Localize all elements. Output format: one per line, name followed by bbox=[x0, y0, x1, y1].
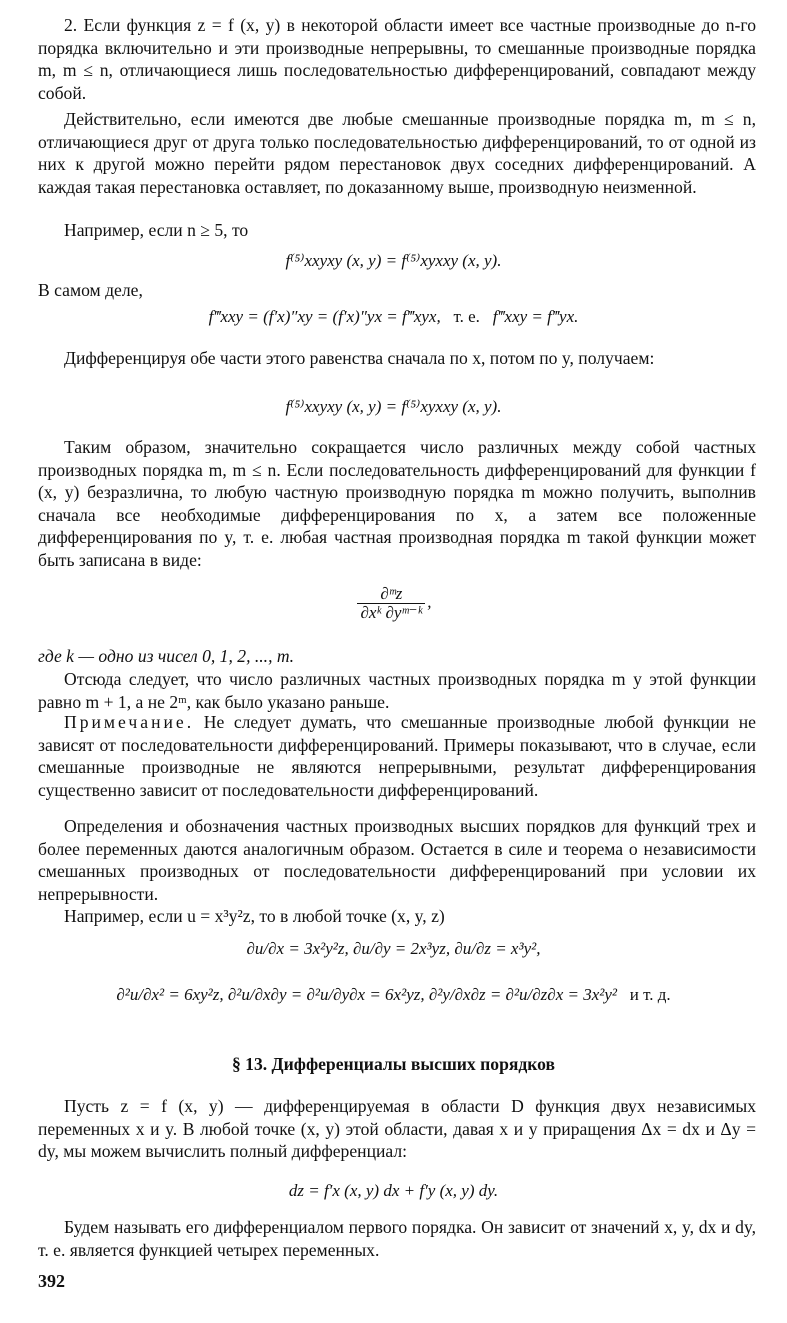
page-number: 392 bbox=[38, 1271, 65, 1291]
formula-2 bbox=[0, 306, 787, 328]
formula-1: f⁽⁵⁾xxyxy (x, y) = f⁽⁵⁾xyxxy (x, y). bbox=[285, 251, 502, 270]
paragraph-example-intro: Например, если n ≥ 5, то bbox=[64, 220, 249, 240]
formula-6 bbox=[0, 984, 787, 1006]
formula-5: ∂u/∂x = 3x²y²z, ∂u/∂y = 2x³yz, ∂u/∂z = x³y², bbox=[246, 939, 541, 958]
formula-2-left: f‴xxy = (f′x)″xy = (f′x)″yx = f‴xyx, bbox=[208, 307, 441, 326]
formula-2-right: f‴xxy = f‴yx. bbox=[492, 307, 579, 326]
formula-2-that-is: т. е. bbox=[453, 307, 480, 326]
paragraph-indeed: В самом деле, bbox=[38, 280, 143, 300]
paragraph-differentiating: Дифференцируя обе части этого равенства сначала по x, потом по y, получаем: bbox=[64, 348, 655, 368]
formula-6-main: ∂²u/∂x² = 6xy²z, ∂²u/∂x∂y = ∂²u/∂y∂x = 6x²yz, ∂²y/∂x∂z = ∂²u/∂z∂x = 3x²y² bbox=[116, 985, 617, 1004]
paragraph-hence: Отсюда следует, что число различных частных производных порядка m у этой функции равно m + 1, а не 2ᵐ, как было указано раньше. bbox=[38, 669, 756, 712]
paragraph-definitions: Определения и обозначения частных производных высших порядков для функций трех и более переменных даются аналогичным образом. Остается в силе и теорема о независимости смешанных производных от последовательности дифференцирований при условии их непрерывности. bbox=[38, 816, 756, 904]
formula-3: f⁽⁵⁾xxyxy (x, y) = f⁽⁵⁾xyxxy (x, y). bbox=[285, 397, 502, 416]
paragraph-where-k: где k — одно из чисел 0, 1, 2, ..., m. bbox=[38, 646, 294, 666]
paragraph-remark: Примечание. Не следует думать, что смешанные производные любой функции не зависят от последовательности дифференцирований. Примеры показывают, что в случае, если смешанные производные не являются непрерывными, результат дифференцирования существенно зависит от последовательности дифференцирований. bbox=[38, 712, 756, 800]
remark-label: Примечание. bbox=[64, 712, 195, 732]
paragraph-example-u: Например, если u = x³y²z, то в любой точке (x, y, z) bbox=[64, 906, 445, 926]
paragraph-proof: Действительно, если имеются две любые смешанные производные порядка m, m ≤ n, отличающиеся друг от друга только последовательностью дифференцирований, то от одной из них к другой можно перейти рядом перестановок двух соседних дифференцирований. А каждая такая перестановка оставляет, по доказанному выше, производную неизменной. bbox=[38, 109, 756, 197]
paragraph-theorem-2: 2. Если функция z = f (x, y) в некоторой области имеет все частные производные до n-го порядка включительно и эти производные непрерывны, то смешанные производные порядка m, m ≤ n, отличающиеся лишь последовательностью дифференцирований, совпадают между собой. bbox=[38, 15, 756, 103]
paragraph-let-z: Пусть z = f (x, y) — дифференцируемая в области D функция двух независимых переменных x и y. В любой точке (x, y) этой области, давая x и y приращения Δx = dx и Δy = dy, мы можем вычислить полный дифференциал: bbox=[38, 1096, 756, 1162]
general-derivative-fraction: $\frac{\text{∂ᵐz}}{\text{∂xᵏ ∂yᵐ⁻ᵏ}}$ bbox=[357, 585, 425, 622]
formula-4: $\frac{\text{∂ᵐz}}{\text{∂xᵏ ∂yᵐ⁻ᵏ}}$ , bbox=[0, 585, 787, 622]
section-heading: § 13. Дифференциалы высших порядков bbox=[231, 1054, 556, 1074]
formula-7: dz = f′x (x, y) dx + f′y (x, y) dy. bbox=[288, 1181, 499, 1200]
formula-6-etc: и т. д. bbox=[629, 985, 671, 1004]
paragraph-thus: Таким образом, значительно сокращается число различных между собой частных производных порядка m, m ≤ n. Если последовательность дифференцирований для функции f (x, y) безразлична, то любую частную производную порядка m можно получить, выполнив сначала все необходимые дифференцирования по x, а затем все положенные дифференцирования по y, т. е. любая частная производная порядка m такой функции может быть записана в виде: bbox=[38, 437, 756, 570]
paragraph-first-order: Будем называть его дифференциалом первого порядка. Он зависит от значений x, y, dx и dy, т. е. является функцией четырех переменных. bbox=[38, 1217, 756, 1260]
